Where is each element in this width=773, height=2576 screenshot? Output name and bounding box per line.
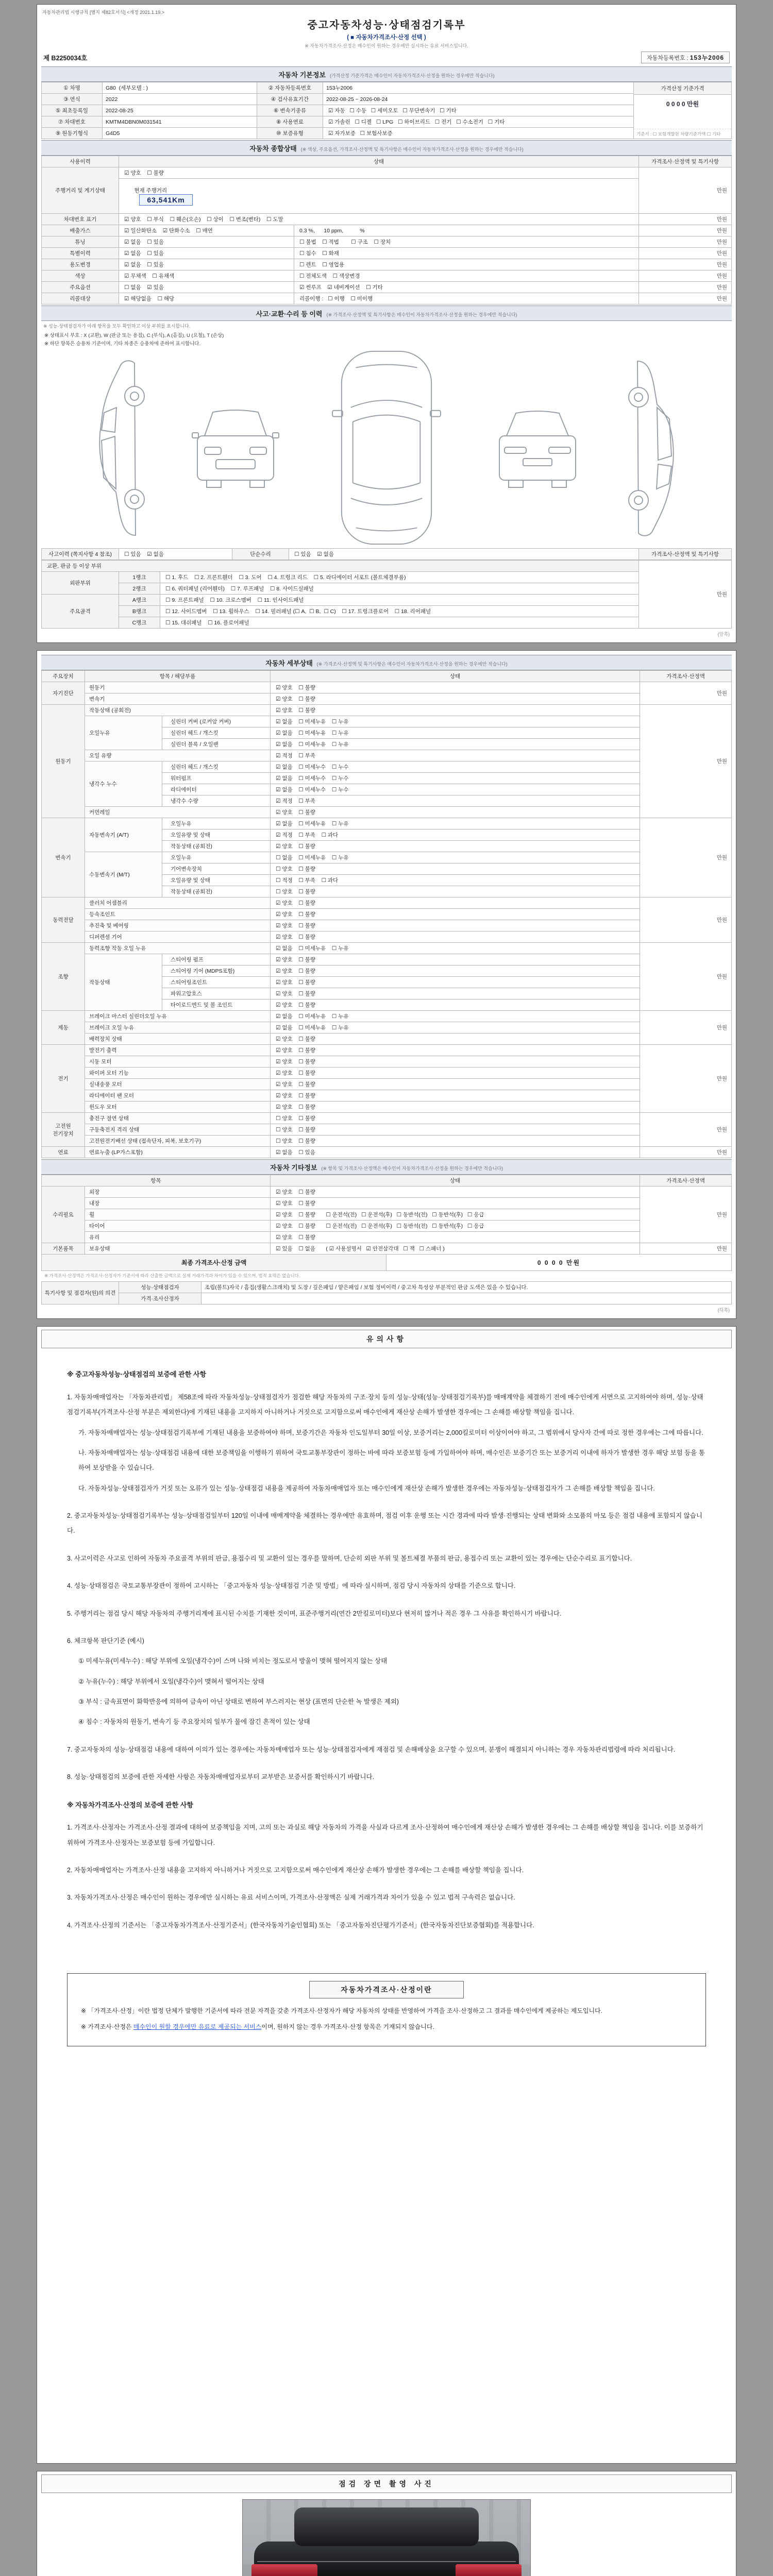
table-row: 타이로드엔드 및 볼 조인트 ☑ 양호 ☐ 불량: [42, 999, 732, 1011]
checkbox-group-rank2[interactable]: ☐ 6. 쿼터패널 (리어휀더) ☐ 7. 루프패널 ☐ 8. 사이드실패널: [160, 583, 639, 595]
state-code-legend: ※ 상태표시 부호 : X (교환), W (판금 또는 용접), C (부식), A (흠집), U (요철), T (손상) ※ 하단 항목은 승용차 기준이며, 기타 차종은 승용차에 준하여 표시합니다.: [44, 333, 224, 347]
table-row: 튜닝 ☑ 없음 ☐ 있음 ☐ 불법 ☐ 적법 ☐ 구조 ☐ 장치 만원: [42, 236, 732, 248]
table-header-row: 주요장치 항목 / 해당부품 상태 가격조사·산정액: [42, 671, 732, 682]
table-row: C랭크 ☐ 15. 대쉬패널 ☐ 16. 플로어패널: [42, 617, 732, 629]
checkbox-group[interactable]: ☑ 양호 ☐ 불량: [271, 954, 640, 965]
section-etc-info: 자동차 기타정보 (※ 항목 및 가격조사·산정액은 매수인이 자동차가격조사·산정을 원하는 경우에만 적습니다): [41, 1159, 732, 1175]
checkbox-group[interactable]: ☑ 없음 ☐ 미세누수 ☐ 누수: [271, 773, 640, 784]
checkbox-group[interactable]: ☐ 양호 ☐ 불량: [271, 863, 640, 875]
checkbox-group[interactable]: ☑ 양호 ☐ 불량: [271, 1079, 640, 1090]
checkbox-group-options-list[interactable]: ☑ 썬루프 ☑ 네비게이션 ☐ 기타: [294, 282, 639, 293]
checkbox-group[interactable]: ☑ 없음 ☐ 미세누수 ☐ 누수: [271, 784, 640, 795]
checkbox-group[interactable]: ☑ 양호 ☐ 불량: [271, 909, 640, 920]
table-row: 사고이력 (쪽지사항 4 참조) ☐ 있음 ☑ 없음 단순수리 ☐ 있음 ☑ 없음 가격조사·산정액 및 특기사항: [42, 549, 732, 560]
checkbox-group[interactable]: ☑ 양호 ☐ 불량: [271, 931, 640, 943]
table-row: 주요골격 A랭크 ☐ 9. 프론트패널 ☐ 10. 크로스멤버 ☐ 11. 인사이드패널: [42, 595, 732, 606]
table-row: 내장 ☑ 양호 ☐ 불량: [42, 1198, 732, 1209]
checkbox-group[interactable]: ☑ 없음 ☐ 미세누수 ☐ 누수: [271, 761, 640, 773]
car-diagram-rear: [491, 397, 584, 500]
table-row: 휠 ☑ 양호 ☐ 불량 ☐ 운전석(전) ☐ 운전석(후) ☐ 동반석(전) ☐ 동반석(후) ☐ 응급: [42, 1209, 732, 1221]
notice-body: [41, 1348, 732, 1956]
table-row: 작동상태 (공회전) ☑ 양호 ☐ 불량: [42, 841, 732, 852]
engine-type: G4D5: [103, 128, 257, 139]
table-row: 주요옵션 ☐ 없음 ☑ 있음 ☑ 썬루프 ☑ 네비게이션 ☐ 기타 만원: [42, 282, 732, 293]
table-row: 스티어링 기어 (MDPS포함) ☑ 양호 ☐ 불량: [42, 965, 732, 977]
inspection-photo-rear: [242, 2499, 531, 2576]
accident-note: ※ 성능·상태점검자가 아래 항목을 모두 확인하고 이상 부위를 표시합니다.: [43, 324, 191, 329]
checkbox-group[interactable]: ☑ 양호 ☐ 불량: [271, 1067, 640, 1079]
notice-subitem: ④ 침수 : 자동차의 원동기, 변속기 등 주요장치의 일부가 물에 잠긴 흔적이 있는 상태: [78, 1718, 310, 1726]
checkbox-group-usage-change-type[interactable]: ☐ 렌트 ☐ 영업용: [294, 259, 639, 270]
assessor-opinion-text: [201, 1293, 732, 1304]
pricing-box-title: 자동차가격조사·산정이란: [309, 1981, 464, 1998]
checkbox-group[interactable]: ☑ 양호 ☐ 불량: [271, 1101, 640, 1113]
checkbox-group[interactable]: ☐ 적정 ☐ 부족 ☐ 과다: [271, 875, 640, 886]
notice-subitem: ③ 부식 : 금속표면이 화학반응에 의하여 금속이 아닌 상태로 변하여 부스러지는 현상 (표면의 단순한 녹 발생은 제외): [78, 1698, 399, 1706]
final-price-value: 0 0 0 0 만원: [537, 1259, 581, 1267]
table-row: 워터펌프 ☑ 없음 ☐ 미세누수 ☐ 누수: [42, 773, 732, 784]
checkbox-group[interactable]: ☑ 양호 ☐ 불량: [271, 977, 640, 988]
base-price-label: 가격산정 기준가격: [634, 82, 731, 95]
table-row: 오일유량 및 상태 ☐ 적정 ☐ 부족 ☐ 과다: [42, 875, 732, 886]
photo-section-title: 점검 장면 촬영 사진: [41, 2475, 732, 2493]
pricing-box-highlight: 매수인이 원할 경우에만 유료로 제공되는 서비스: [133, 2023, 262, 2031]
table-row: 용도변경 ☑ 없음 ☐ 있음 ☐ 렌트 ☐ 영업용 만원: [42, 259, 732, 270]
checkbox-group[interactable]: ☑ 없음 ☐ 미세누유 ☐ 누유: [271, 727, 640, 739]
checkbox-group[interactable]: ☑ 양호 ☐ 불량: [271, 807, 640, 818]
base-price-box: [634, 82, 732, 139]
notice-section1-title: ※ 중고자동차성능·상태점검의 보증에 관한 사항: [67, 1370, 207, 1379]
car-diagram-right-side: [626, 350, 684, 547]
notice-item: 3. 자동차가격조사·산정은 매수인이 원하는 경우에만 실시하는 유료 서비스이며, 가격조사·산정액은 실제 거래가격과 차이가 있을 수 있고 법적 구속력은 없습니다.: [67, 1894, 515, 1902]
page-side-marker: (뒤쪽): [717, 1308, 730, 1313]
checkbox-group[interactable]: ☑ 양호 ☐ 불량: [271, 1045, 640, 1056]
table-row: ① 차명 G80 (세부모델 : ) ② 자동차등록번호 153누2006: [42, 82, 634, 94]
checkbox-group-special-history-type[interactable]: ☐ 침수 ☐ 화재: [294, 248, 639, 259]
checkbox-group[interactable]: ☐ 양호 ☐ 불량: [271, 1136, 640, 1147]
form-page-back: [37, 650, 736, 1319]
checkbox-group-warranty[interactable]: ☑ 자가보증 ☐ 보험사보증: [323, 128, 634, 139]
checkbox-group[interactable]: ☑ 양호 ☐ 불량: [271, 1198, 640, 1209]
checkbox-group[interactable]: ☑ 양호 ☐ 불량: [271, 988, 640, 999]
table-row: 동력전달 클러치 어셈블리 ☑ 양호 ☐ 불량 만원: [42, 897, 732, 909]
photo-taillight-right: [456, 2564, 522, 2576]
car-diagram-left-side: [89, 350, 147, 547]
checkbox-group[interactable]: ☑ 없음 ☐ 미세누유 ☐ 누유: [271, 716, 640, 727]
table-row: 와이퍼 모터 기능 ☑ 양호 ☐ 불량: [42, 1067, 732, 1079]
plate-number: 153누2006: [323, 82, 634, 94]
checkbox-group-tuning[interactable]: ☑ 없음 ☐ 있음: [119, 236, 294, 248]
notice-section2-title: ※ 자동차가격조사·산정의 보증에 관한 사항: [67, 1801, 193, 1809]
table-row: 특별이력 ☑ 없음 ☐ 있음 ☐ 침수 ☐ 화재 만원: [42, 248, 732, 259]
table-row: 기본품목 보유상태 ☑ 있음 ☐ 없음 ( ☑ 사용설명서 ☑ 안전삼각대 ☐ 잭 ☐ 스패너 ) 만원: [42, 1243, 732, 1255]
notice-subitem: ② 누유(누수) : 해당 부위에서 오일(냉각수)이 맺혀서 떨어지는 상태: [78, 1677, 264, 1685]
table-row: ⑨ 원동기형식 G4D5 ⑩ 보증유형 ☑ 자가보증 ☐ 보험사보증: [42, 128, 634, 139]
table-row: 오일유량 및 상태 ☑ 적정 ☐ 부족 ☐ 과다: [42, 829, 732, 841]
table-row: 라디에이터 ☑ 없음 ☐ 미세누수 ☐ 누수: [42, 784, 732, 795]
checkbox-group-recall[interactable]: ☑ 해당없음 ☐ 해당: [119, 293, 294, 304]
checkbox-group[interactable]: ☑ 양호 ☐ 불량 ☐ 운전석(전) ☐ 운전석(후) ☐ 동반석(전) ☐ 동반석(후) ☐ 응급: [271, 1221, 640, 1232]
checkbox-group-accident[interactable]: ☐ 있음 ☑ 없음: [119, 549, 232, 560]
table-row: 2랭크 ☐ 6. 쿼터패널 (리어휀더) ☐ 7. 루프패널 ☐ 8. 사이드실패널: [42, 583, 732, 595]
detail-condition-table: [41, 670, 732, 1158]
notice-title: 유의사항: [41, 1330, 732, 1348]
table-row: 시동 모터 ☑ 양호 ☐ 불량: [42, 1056, 732, 1067]
table-row: 교환, 판금 등 이상 부위 만원: [42, 561, 732, 572]
table-row: 원동기 작동상태 (공회전) ☑ 양호 ☐ 불량 만원: [42, 705, 732, 716]
table-row: 실린더 블록 / 오일팬 ☑ 없음 ☐ 미세누유 ☐ 누유: [42, 739, 732, 750]
checkbox-group[interactable]: ☑ 없음 ☐ 미세누유 ☐ 누유: [271, 943, 640, 954]
notice-item: 6. 체크항목 판단기준 (예시): [67, 1637, 144, 1645]
notice-item: 7. 중고자동차의 성능·상태점검 내용에 대하여 이의가 있는 경우에는 자동차매매업자 또는 성능·상태점검자에게 재점검 및 손해배상을 요구할 수 있으며, 분쟁이 해결되지 아니하는 경우 자동차관리법령에 따라 처리됩니다.: [67, 1745, 676, 1753]
checkbox-group[interactable]: ☐ 없음 ☐ 미세누유 ☐ 누유: [271, 852, 640, 863]
checkbox-group[interactable]: ☑ 양호 ☐ 불량: [271, 705, 640, 716]
table-row: 변속기 ☑ 양호 ☐ 불량: [42, 693, 732, 705]
checkbox-group[interactable]: ☑ 양호 ☐ 불량: [271, 999, 640, 1011]
checkbox-group-rankC[interactable]: ☐ 15. 대쉬패널 ☐ 16. 플로어패널: [160, 617, 639, 629]
basic-info-table: [41, 82, 634, 139]
table-header-row: 항목 상태 가격조사·산정액: [42, 1175, 732, 1187]
checkbox-group-recall-done[interactable]: 리콜이행 : ☐ 이행 ☐ 미이행: [294, 293, 639, 304]
table-row: 등속조인트 ☑ 양호 ☐ 불량: [42, 909, 732, 920]
checkbox-group[interactable]: ☑ 있음 ☐ 없음 ( ☑ 사용설명서 ☑ 안전삼각대 ☐ 잭 ☐ 스패너 ): [271, 1243, 640, 1255]
notice-item: 2. 중고자동차성능·상태점검기록부는 성능·상태점검일부터 120일 이내에 매매계약을 체결하는 경우에만 유효하며, 점검 이후 운행 또는 시간 경과에 따라 발생·진행되는 상태 변화와 소모품의 마모 등은 점검 내용에 포함되지 않습니다.: [67, 1512, 702, 1535]
base-price-note: 기준서 : ☐ 보험개발원 차량기준가액 ☐ 기타: [634, 129, 731, 139]
table-row: 수동변속기 (M/T) 오일누유 ☐ 없음 ☐ 미세누유 ☐ 누유: [42, 852, 732, 863]
table-row: B랭크 ☐ 12. 사이드멤버 ☐ 13. 휠하우스 ☐ 14. 필러패널 (☐ A, ☐ B, ☐ C) ☐ 17. 트렁크플로어 ☐ 18. 리어패널: [42, 606, 732, 617]
checkbox-group[interactable]: ☐ 양호 ☐ 불량: [271, 886, 640, 897]
title-note: ※ 자동차가격조사·산정은 매수인이 원하는 경우에만 실시하는 유료 서비스입니다.: [305, 43, 468, 48]
photo-rear-window: [294, 2507, 478, 2546]
registration-number: 153누2006: [690, 54, 724, 61]
table-row: 추진축 및 베어링 ☑ 양호 ☐ 불량: [42, 920, 732, 931]
table-row: ⑦ 차대번호 KMTM4DBN0M031541 ⑧ 사용연료 ☑ 가솔린 ☐ 디젤 ☐ LPG ☐ 하이브리드 ☐ 전기 ☐ 수소전기 ☐ 기타: [42, 116, 634, 128]
checkbox-group-fuel[interactable]: ☑ 가솔린 ☐ 디젤 ☐ LPG ☐ 하이브리드 ☐ 전기 ☐ 수소전기 ☐ 기타: [323, 116, 634, 128]
emission-values[interactable]: 0.3 %, 10 ppm, %: [294, 225, 639, 236]
final-price-note: ※ 가격조사·산정액은 가격조사·산정자가 기준서에 따라 산출한 금액으로 실제 거래가격과 차이가 있을 수 있으며, 법적 효력은 없습니다.: [44, 1273, 300, 1279]
table-row: 배출가스 ☑ 일산화탄소 ☑ 탄화수소 ☐ 매연 0.3 %, 10 ppm, % 만원: [42, 225, 732, 236]
base-price-value: 0 0 0 0 만원: [666, 100, 699, 108]
checkbox-group-rank1[interactable]: ☐ 1. 후드 ☐ 2. 프론트휀더 ☐ 3. 도어 ☐ 4. 트렁크 리드 ☐ 5. 라디에이터 서포트 (볼트체결부품): [160, 572, 639, 583]
notice-item: 4. 가격조사·산정의 기준서는 「중고자동차가격조사·산정기준서」(한국자동차기술인협회) 또는 「중고자동차진단평가기준서」(한국자동차진단보증협회)를 적용합니다.: [67, 1921, 534, 1929]
checkbox-group-options[interactable]: ☐ 없음 ☑ 있음: [119, 282, 294, 293]
checkbox-group[interactable]: ☑ 양호 ☐ 불량: [271, 1033, 640, 1045]
checkbox-group[interactable]: ☑ 적정 ☐ 부족 ☐ 과다: [271, 829, 640, 841]
checkbox-group[interactable]: ☐ 양호 ☐ 불량: [271, 1124, 640, 1136]
car-damage-diagrams: [41, 348, 732, 548]
etc-info-table: [41, 1175, 732, 1255]
document-number: 제 B2250034호: [43, 54, 88, 62]
notice-item: 2. 자동차매매업자는 가격조사·산정 내용을 고지하지 아니하거나 거짓으로 고지함으로써 매수인에게 재산상 손해가 발생한 경우에는 그 손해를 배상할 책임을 집니다.: [67, 1866, 524, 1874]
table-row: 수리필요 외장 ☑ 양호 ☐ 불량 만원: [42, 1187, 732, 1198]
checkbox-group[interactable]: ☑ 양호 ☐ 불량: [271, 897, 640, 909]
inspector-opinion-text: 조립(볼트)자국 / 흠집(생활스크래치) 및 도장 / 깊은패임 / 얕은패임 / 보험 정비이력 / 중고차 특성상 부분적인 판금 도색은 있을 수 있습니다.: [201, 1282, 732, 1293]
law-reference: 자동차관리법 시행규칙 [별지 제82호서식] <개정 2021.1.19.>: [42, 10, 165, 15]
table-row: 오일누유 실린더 커버 (로커암 커버) ☑ 없음 ☐ 미세누유 ☐ 누유: [42, 716, 732, 727]
registration-number-label: 자동차등록번호 :: [647, 55, 688, 61]
table-row: 실린더 헤드 / 개스킷 ☑ 없음 ☐ 미세누유 ☐ 누유: [42, 727, 732, 739]
checkbox-group-simple-repair[interactable]: ☐ 있음 ☑ 없음: [289, 549, 639, 560]
table-row: 윈도우 모터 ☑ 양호 ☐ 불량: [42, 1101, 732, 1113]
table-row: 타이어 ☑ 양호 ☐ 불량 ☐ 운전석(전) ☐ 운전석(후) ☐ 동반석(전) ☐ 동반석(후) ☐ 응급: [42, 1221, 732, 1232]
table-row: 디퍼렌셜 기어 ☑ 양호 ☐ 불량: [42, 931, 732, 943]
table-row: 실내송풍 모터 ☑ 양호 ☐ 불량: [42, 1079, 732, 1090]
table-row: 커먼레일 ☑ 양호 ☐ 불량: [42, 807, 732, 818]
checkbox-group[interactable]: ☐ 양호 ☐ 불량: [271, 1113, 640, 1124]
table-row: 오일 유량 ☑ 적정 ☐ 부족: [42, 750, 732, 761]
checkbox-group-rankB[interactable]: ☐ 12. 사이드멤버 ☐ 13. 휠하우스 ☐ 14. 필러패널 (☐ A, ☐ B, ☐ C) ☐ 17. 트렁크플로어 ☐ 18. 리어패널: [160, 606, 639, 617]
registration-number-chip: [641, 52, 730, 63]
page-side-marker: (앞쪽): [717, 632, 730, 637]
notice-item: 4. 성능·상태점검은 국토교통부장관이 정하여 고시하는 「중고자동차 성능·상태점검 기준 및 방법」에 따라 실시하며, 점검 당시 자동차의 상태를 기준으로 합니다.: [67, 1582, 516, 1590]
checkbox-group[interactable]: ☑ 양호 ☐ 불량: [271, 1187, 640, 1198]
table-row: [42, 179, 732, 214]
table-row: 구동축전지 격리 상태 ☐ 양호 ☐ 불량: [42, 1124, 732, 1136]
checkbox-group[interactable]: ☑ 양호 ☐ 불량: [271, 920, 640, 931]
section-basic-info: 자동차 기본정보 (가격산정 기준가격은 매수인이 자동차가격조사·산정을 원하는 경우에만 적습니다): [41, 66, 732, 82]
table-row: 고전원 전기장치 충전구 절연 상태 ☐ 양호 ☐ 불량 만원: [42, 1113, 732, 1124]
photo-chrome-strip: [257, 2561, 516, 2562]
checkbox-group[interactable]: ☑ 양호 ☐ 불량: [271, 1090, 640, 1101]
table-row: 파워고압호스 ☑ 양호 ☐ 불량: [42, 988, 732, 999]
table-row: 냉각수 수량 ☑ 적정 ☐ 부족: [42, 795, 732, 807]
table-row: 차대번호 표기 ☑ 양호 ☐ 부식 ☐ 훼손(오손) ☐ 상이 ☐ 변조(변타) ☐ 도말 만원: [42, 214, 732, 225]
section-accident-history: 사고·교환·수리 등 이력 (※ 가격조사·산정액 및 특기사항은 매수인이 자동차가격조사·산정을 원하는 경우에만 적습니다): [41, 306, 732, 321]
table-row: 라디에이터 팬 모터 ☑ 양호 ☐ 불량: [42, 1090, 732, 1101]
notice-subitem: ① 미세누유(미세누수) : 해당 부위에 오일(냉각수)이 스며 나와 비치는 정도로서 방울이 맺혀 떨어지지 않는 상태: [78, 1657, 388, 1665]
notice-item: 3. 사고이력은 사고로 인하여 자동차 주요골격 부위의 판금, 용접수리 및 교환이 있는 경우를 말하며, 단순히 외판 부위 및 볼트체결 부품의 판금, 용접수리 또는 교환이 있는 경우에는 단순수리로 표기합니다.: [67, 1554, 632, 1562]
table-row: 작동상태 스티어링 펌프 ☑ 양호 ☐ 불량: [42, 954, 732, 965]
model-year: 2022: [103, 94, 257, 105]
table-row: 전기 발전기 출력 ☑ 양호 ☐ 불량 만원: [42, 1045, 732, 1056]
notice-item: 1. 자동차매매업자는 「자동차관리법」 제58조에 따라 자동차성능·상태점검자가 점검한 해당 자동차의 구조·장치 등의 성능·상태(성능·상태점검기록부)를 매매계약을 체결하기 전에 매수인에게 서면으로 고지하여야 하며, 성능·상태점검기록부(가격조사·산정 부분은 제외한다)에 기재된 내용을 고지하지 아니하거나 거짓으로 고지함으로써 매수인에게 재산상 손해가 발생한 경우에는 그 손해를 배상할 책임을 집니다.: [67, 1393, 703, 1416]
basic-info-block: [41, 82, 732, 139]
table-row: 색상 ☑ 무채색 ☐ 유채색 ☐ 전체도색 ☐ 색상변경 만원: [42, 270, 732, 282]
table-row: 고전원전기배선 상태 (접속단자, 피복, 보호기구) ☐ 양호 ☐ 불량: [42, 1136, 732, 1147]
table-row: 제동 브레이크 마스터 실린더오일 누유 ☑ 없음 ☐ 미세누유 ☐ 누유 만원: [42, 1011, 732, 1022]
table-row: 가격·조사산정자: [42, 1293, 732, 1304]
table-row: 연료 연료누출 (LP가스포함) ☑ 없음 ☐ 있음 만원: [42, 1147, 732, 1158]
document-number-row: [41, 49, 732, 65]
notice-item: 8. 성능·상태점검의 보증에 관한 자세한 사항은 자동차매매업자로부터 교부받은 보증서를 확인하시기 바랍니다.: [67, 1773, 375, 1781]
table-row: 특기사항 및 점검자(원)의 의견 성능·상태점검자 조립(볼트)자국 / 흠집(생활스크래치) 및 도장 / 깊은패임 / 얕은패임 / 보험 정비이력 / 중고차 특성상 부분적인 판금 도색은 있을 수 있습니다.: [42, 1282, 732, 1293]
table-row: 작동상태 (공회전) ☐ 양호 ☐ 불량: [42, 886, 732, 897]
pricing-box-paragraph: ※ 가격조사·산정은 매수인이 원할 경우에만 유료로 제공되는 서비스이며, 원하지 않는 경우 가격조사·산정 항목은 기재되지 않습니다.: [81, 2023, 434, 2031]
final-price-row: [41, 1255, 732, 1271]
table-row: 유리 ☑ 양호 ☐ 불량: [42, 1232, 732, 1243]
table-row: 리콜대상 ☑ 해당없음 ☐ 해당 리콜이행 : ☐ 이행 ☐ 미이행 만원: [42, 293, 732, 304]
table-row: 외판부위 1랭크 ☐ 1. 후드 ☐ 2. 프론트휀더 ☐ 3. 도어 ☐ 4. 트렁크 리드 ☐ 5. 라디에이터 서포트 (볼트체결부품): [42, 572, 732, 583]
table-row: ⑤ 최초등록일 2022-08-25 ⑥ 변속기종류 ☑ 자동 ☐ 수동 ☐ 세미오토 ☐ 무단변속기 ☐ 기타: [42, 105, 634, 116]
exchange-rank-table: [41, 560, 732, 629]
table-row: 조향 동력조향 작동 오일 누유 ☑ 없음 ☐ 미세누유 ☐ 누유 만원: [42, 943, 732, 954]
checkbox-group[interactable]: ☑ 없음 ☐ 미세누유 ☐ 누유: [271, 1022, 640, 1033]
pricing-box-paragraph: ※ 「가격조사·산정」이란 법정 단체가 발행한 기준서에 따라 전문 자격을 갖춘 가격조사·산정자가 해당 자동차의 상태를 반영하여 가격을 조사·산정하고 그 결과를 매수인에게 제공하는 제도입니다.: [81, 2007, 602, 2014]
notice-subitem: 가. 자동차매매업자는 성능·상태점검기록부에 기재된 내용을 보증하여야 하며, 보증기간은 자동차 인도일부터 30일 이상, 보증거리는 2,000킬로미터 이상이어야 하고, 그 범위에서 당사자 간에 따로 정한 경우에는 그에 따릅니다.: [78, 1429, 703, 1436]
checkbox-group[interactable]: ☑ 양호 ☐ 불량 ☐ 운전석(전) ☐ 운전석(후) ☐ 동반석(전) ☐ 동반석(후) ☐ 응급: [271, 1209, 640, 1221]
checkbox-group-emission[interactable]: ☑ 일산화탄소 ☑ 탄화수소 ☐ 매연: [119, 225, 294, 236]
checkbox-group[interactable]: ☑ 양호 ☐ 불량: [271, 1232, 640, 1243]
document-title: 중고자동차성능·상태점검기록부: [307, 20, 466, 31]
checkbox-group[interactable]: ☑ 양호 ☐ 불량: [271, 682, 640, 693]
checkbox-group-tuning-type[interactable]: ☐ 불법 ☐ 적법 ☐ 구조 ☐ 장치: [294, 236, 639, 248]
notice-page: [37, 1326, 736, 2464]
notice-subitem: 다. 자동차성능·상태점검자가 거짓 또는 오류가 있는 성능·상태점검 내용을 제공하여 자동차매매업자 또는 매수인에게 재산상 손해가 발생한 경우에는 자동차성능·상태점검자가 그 손해를 배상할 책임을 집니다.: [78, 1484, 655, 1492]
notice-item: 5. 주행거리는 점검 당시 해당 자동차의 주행거리계에 표시된 수치를 기재한 것이며, 표준주행거리(연간 2만킬로미터)보다 현저히 많거나 적은 경우 그 사유를 확인하시기 바랍니다.: [67, 1609, 562, 1617]
inspection-valid-period: 2022-08-25 ~ 2026-08-24: [323, 94, 634, 105]
odometer-row: [119, 179, 639, 214]
checkbox-group-usage-change[interactable]: ☑ 없음 ☐ 있음: [119, 259, 294, 270]
section-detail-condition: 자동차 세부상태 (※ 가격조사·산정액 및 특기사항은 매수인이 자동차가격조사·산정을 원하는 경우에만 적습니다): [41, 655, 732, 670]
checkbox-group-vin-mark[interactable]: ☑ 양호 ☐ 부식 ☐ 훼손(오손) ☐ 상이 ☐ 변조(변타) ☐ 도말: [119, 214, 639, 225]
checkbox-group[interactable]: ☑ 양호 ☐ 불량: [271, 965, 640, 977]
checkbox-group[interactable]: ☑ 없음 ☐ 미세누유 ☐ 누유: [271, 1011, 640, 1022]
checkbox-group[interactable]: ☑ 적정 ☐ 부족: [271, 795, 640, 807]
photo-signature-page: [37, 2471, 736, 2576]
photo-taillight-left: [251, 2564, 317, 2576]
table-row: 기어변속장치 ☐ 양호 ☐ 불량: [42, 863, 732, 875]
table-row: 스티어링조인트 ☑ 양호 ☐ 불량: [42, 977, 732, 988]
pricing-explanation-box: [67, 1973, 706, 2046]
overall-condition-table: [41, 156, 732, 304]
section-overall-condition: 자동차 종합상태 (※ 색상, 주요옵션, 가격조사·산정액 및 특기사항은 매수인이 자동차가격조사·산정을 원하는 경우에만 적습니다): [41, 140, 732, 156]
notice-subitem: 나. 자동차매매업자는 성능·상태점검 내용에 대한 보증책임을 이행하기 위하여 국토교통부장관이 정하는 바에 따라 보증보험 등에 가입하여야 하며, 매수인은 보증기간 또는 보증거리 이내에 하자가 발생한 경우 해당 보험 등을 통하여 보상받을 수 있습니다.: [78, 1449, 705, 1472]
table-row: 브레이크 오일 누유 ☑ 없음 ☐ 미세누유 ☐ 누유: [42, 1022, 732, 1033]
first-registration-date: 2022-08-25: [103, 105, 257, 116]
checkbox-group[interactable]: ☑ 양호 ☐ 불량: [271, 841, 640, 852]
checkbox-group-odometer-state[interactable]: ☑ 양호 ☐ 불량: [119, 167, 639, 179]
checkbox-group-color-change[interactable]: ☐ 전체도색 ☐ 색상변경: [294, 270, 639, 282]
checkbox-group[interactable]: ☑ 양호 ☐ 불량: [271, 1056, 640, 1067]
table-header-row: 사용이력 상태 가격조사·산정액 및 특기사항: [42, 156, 732, 167]
checkbox-group[interactable]: ☑ 양호 ☐ 불량: [271, 693, 640, 705]
table-row: 냉각수 누수 실린더 헤드 / 개스킷 ☑ 없음 ☐ 미세누수 ☐ 누수: [42, 761, 732, 773]
checkbox-group[interactable]: ☑ 없음 ☐ 미세누유 ☐ 누유: [271, 818, 640, 829]
checkbox-group[interactable]: ☑ 없음 ☐ 있음: [271, 1147, 640, 1158]
checkbox-group-transmission[interactable]: ☑ 자동 ☐ 수동 ☐ 세미오토 ☐ 무단변속기 ☐ 기타: [323, 105, 634, 116]
vehicle-name: G80 (세부모델 : ): [103, 82, 257, 94]
vin-number: KMTM4DBN0M031541: [103, 116, 257, 128]
checkbox-group-color[interactable]: ☑ 무채색 ☐ 유채색: [119, 270, 294, 282]
car-diagram-front: [189, 397, 282, 500]
price-assessment-option[interactable]: ( ■ 자동차가격조사·산정 선택 ): [347, 35, 426, 41]
checkbox-group[interactable]: ☑ 적정 ☐ 부족: [271, 750, 640, 761]
checkbox-group-rankA[interactable]: ☐ 9. 프론트패널 ☐ 10. 크로스멤버 ☐ 11. 인사이드패널: [160, 595, 639, 606]
table-row: 변속기 자동변속기 (A/T) 오일누유 ☑ 없음 ☐ 미세누유 ☐ 누유 만원: [42, 818, 732, 829]
car-diagram-top: [325, 346, 448, 550]
checkbox-group-special-history[interactable]: ☑ 없음 ☐ 있음: [119, 248, 294, 259]
notice-item: 1. 가격조사·산정자는 가격조사·산정 결과에 대하여 보증책임을 지며, 고의 또는 과실로 해당 자동차의 가격을 사실과 다르게 조사·산정하여 매수인에게 재산상 손해가 발생한 경우에는 그 손해를 배상할 책임을 집니다. 이를 보증하기 위하여 가격조사·산정자는 보증보험 등에 가입합니다.: [67, 1824, 703, 1846]
form-page-front: [37, 4, 736, 643]
odometer-label: 현재 주행거리: [134, 188, 167, 194]
final-price-label: 최종 가격조사·산정 금액: [42, 1255, 386, 1270]
table-row: 배력장치 상태 ☑ 양호 ☐ 불량: [42, 1033, 732, 1045]
table-row: 자기진단 원동기 ☑ 양호 ☐ 불량 만원: [42, 682, 732, 693]
odometer-value: 63,541Km: [139, 194, 192, 206]
opinion-table: [41, 1281, 732, 1304]
checkbox-group[interactable]: ☑ 없음 ☐ 미세누유 ☐ 누유: [271, 739, 640, 750]
table-row: 주행거리 및 계기상태 ☑ 양호 ☐ 불량 만원: [42, 167, 732, 179]
table-row: ③ 연식 2022 ④ 검사유효기간 2022-08-25 ~ 2026-08-24: [42, 94, 634, 105]
